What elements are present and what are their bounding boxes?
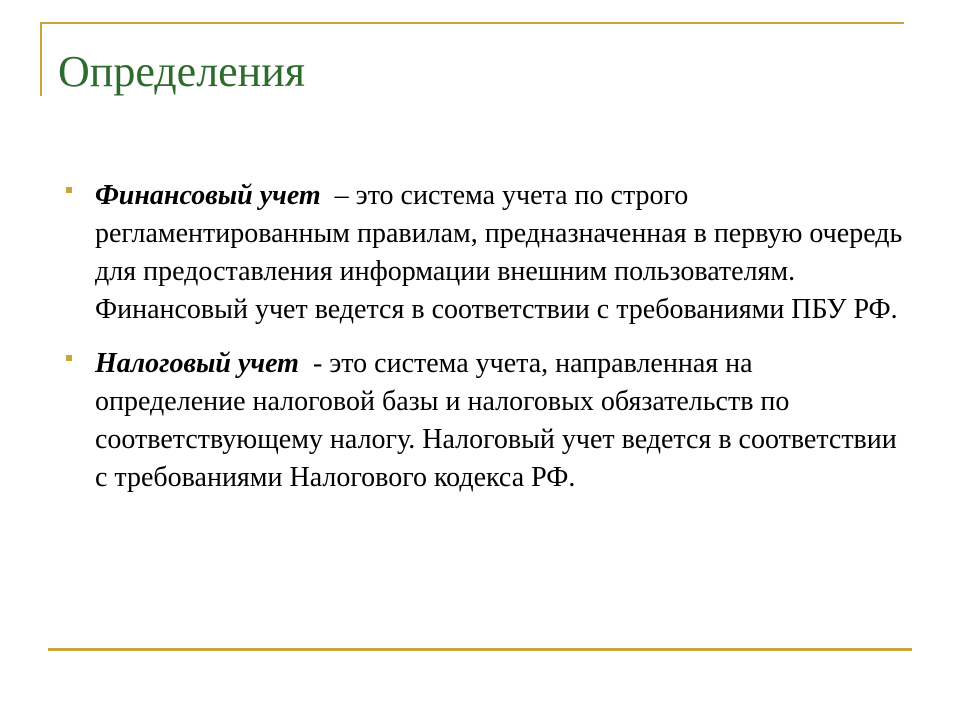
bullet-list bbox=[66, 177, 906, 513]
bullet-square-icon bbox=[66, 355, 72, 361]
term-tax-accounting: Налоговый учет bbox=[95, 348, 299, 379]
term-financial-accounting: Финансовый учет bbox=[95, 180, 321, 211]
left-border-line bbox=[40, 22, 42, 96]
slide-title: Определения bbox=[58, 47, 306, 96]
bullet-text bbox=[95, 345, 906, 497]
bottom-border-line bbox=[48, 648, 912, 651]
bullet-square-icon bbox=[66, 187, 72, 193]
bullet-text bbox=[95, 177, 906, 329]
definition-tax-accounting: - это система учета, направленная на определение налоговой базы и налоговых обязательств по соответствующему налогу. Налоговый учет ведется в соответствии с требованиями Налогового кодекса РФ. bbox=[95, 348, 897, 493]
top-border-line bbox=[40, 22, 904, 24]
definition-financial-accounting: – это система учета по строго регламентированным правилам, предназначенная в первую очередь для предоставления информации внешним пользователям. Финансовый учет ведется в соответствии с требованиями ПБУ РФ. bbox=[95, 180, 903, 325]
bullet-item-tax-accounting bbox=[66, 345, 906, 497]
bullet-item-financial-accounting bbox=[66, 177, 906, 329]
